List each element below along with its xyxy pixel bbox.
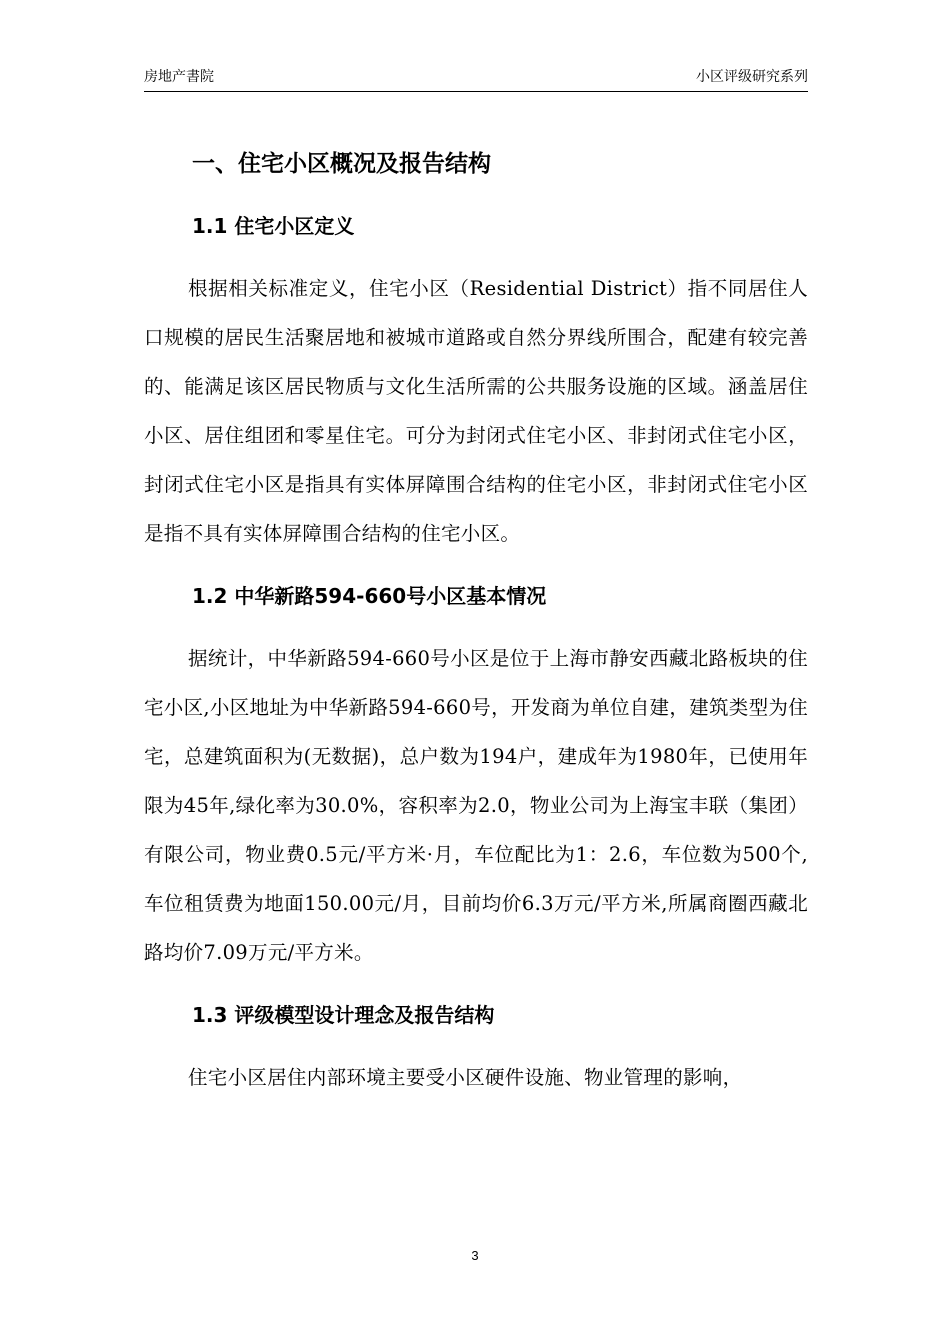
header-series: 小区评级研究系列 bbox=[696, 68, 808, 84]
page-header bbox=[144, 66, 808, 90]
header-publisher: 房地产書院 bbox=[144, 68, 214, 84]
section-title-1-2: 1.2 中华新路594-660号小区基本情况 bbox=[192, 584, 547, 608]
document-body bbox=[144, 140, 808, 1102]
header-divider bbox=[144, 91, 808, 92]
section-paragraph-1-2: 据统计，中华新路594-660号小区是位于上海市静安西藏北路板块的住宅小区,小区地址为中华新路594-660号，开发商为单位自建，建筑类型为住宅，总建筑面积为(无数据)，总户数为194户，建成年为1980年，已使用年限为45年,绿化率为30.0%，容积率为2.0，物业公司为上海宝丰联（集团）有限公司，物业费0.5元/平方米·月，车位配比为1：2.6，车位数为500个,车位租赁费为地面150.00元/月，目前均价6.3万元/平方米,所属商圈西藏北路均价7.09万元/平方米。 bbox=[144, 647, 808, 964]
section-paragraph-1-1: 根据相关标准定义，住宅小区（Residential District）指不同居住人口规模的居民生活聚居地和被城市道路或自然分界线所围合，配建有较完善的、能满足该区居民物质与文化生活所需的公共服务设施的区域。涵盖居住小区、居住组团和零星住宅。可分为封闭式住宅小区、非封闭式住宅小区，封闭式住宅小区是指具有实体屏障围合结构的住宅小区，非封闭式住宅小区是指不具有实体屏障围合结构的住宅小区。 bbox=[144, 277, 808, 545]
chapter-title: 一、住宅小区概况及报告结构 bbox=[192, 151, 491, 177]
page-number: 3 bbox=[471, 1248, 479, 1263]
section-paragraph-1-3: 住宅小区居住内部环境主要受小区硬件设施、物业管理的影响， bbox=[188, 1066, 743, 1089]
section-title-1-1: 1.1 住宅小区定义 bbox=[192, 214, 355, 238]
section-title-1-3: 1.3 评级模型设计理念及报告结构 bbox=[192, 1003, 495, 1027]
